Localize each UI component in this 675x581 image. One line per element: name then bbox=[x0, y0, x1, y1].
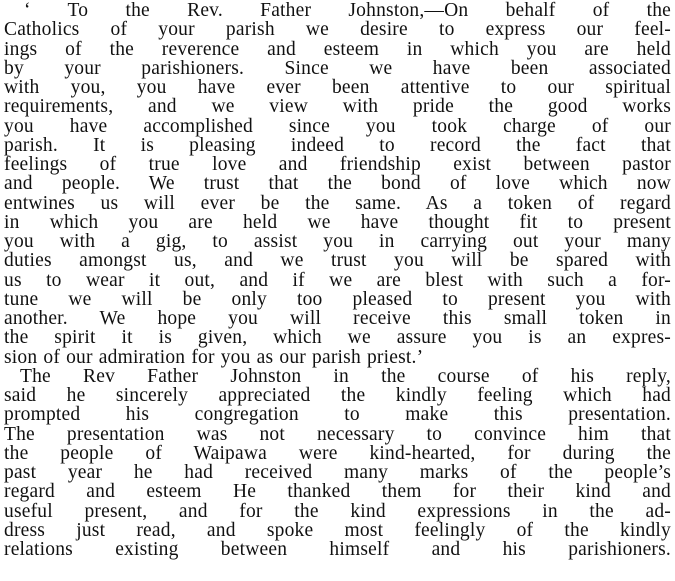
text-line: ‘ To the Rev. Father Johnston,—On behalf of the bbox=[24, 0, 671, 21]
text-line: feelings of true love and friendship exist between pastor bbox=[4, 154, 671, 175]
text-line: sion of our admiration for you as our parish priest.’ bbox=[4, 346, 424, 368]
text-line: parish. It is pleasing indeed to record the fact that bbox=[4, 134, 671, 156]
text-line: with you, you have ever been attentive to our spiritual bbox=[4, 77, 671, 98]
text-line: you with a gig, to assist you in carrying out your many bbox=[4, 231, 671, 252]
text-line: The Rev Father Johnston in the course of his reply, bbox=[20, 365, 671, 387]
text-line: you have accomplished since you took charge of our bbox=[4, 115, 671, 137]
text-line: The presentation was not necessary to convince him that bbox=[4, 423, 671, 445]
text-line: useful present, and for the kind expressions in the ad- bbox=[4, 500, 671, 522]
text-line: requirements, and we view with pride the good works bbox=[4, 96, 671, 118]
text-line: the spirit it is given, which we assure you is an expres- bbox=[4, 327, 671, 349]
text-line: Catholics of your parish we desire to express our feel- bbox=[4, 19, 671, 41]
text-line: duties amongst us, and we trust you will be spared with bbox=[4, 250, 671, 272]
text-line: ings of the reverence and esteem in which you are held bbox=[4, 38, 671, 60]
text-line: tune we will be only too pleased to present you with bbox=[4, 288, 671, 310]
text-line: regard and esteem He thanked them for their kind and bbox=[4, 481, 671, 503]
text-line: prompted his congregation to make this presentation. bbox=[4, 404, 671, 426]
text-line: by your parishioners. Since we have been associated bbox=[4, 57, 671, 79]
text-line: entwines us will ever be the same. As a token of regard bbox=[4, 192, 671, 214]
text-line: in which you are held we have thought fit to present bbox=[4, 211, 671, 233]
text-line: dress just read, and spoke most feelingly of the kindly bbox=[4, 519, 671, 541]
text-line: past year he had received many marks of the people’s bbox=[4, 462, 671, 483]
text-line: said he sincerely appreciated the kindly feeling which had bbox=[4, 385, 671, 406]
text-line: the people of Waipawa were kind-hearted, for during the bbox=[4, 442, 671, 464]
text-line: and people. We trust that the bond of love which now bbox=[4, 173, 671, 195]
text-line: us to wear it out, and if we are blest with such a for- bbox=[4, 269, 671, 291]
text-line: relations existing between himself and his parishioners. bbox=[4, 539, 671, 560]
text-line: another. We hope you will receive this small token in bbox=[4, 308, 671, 329]
